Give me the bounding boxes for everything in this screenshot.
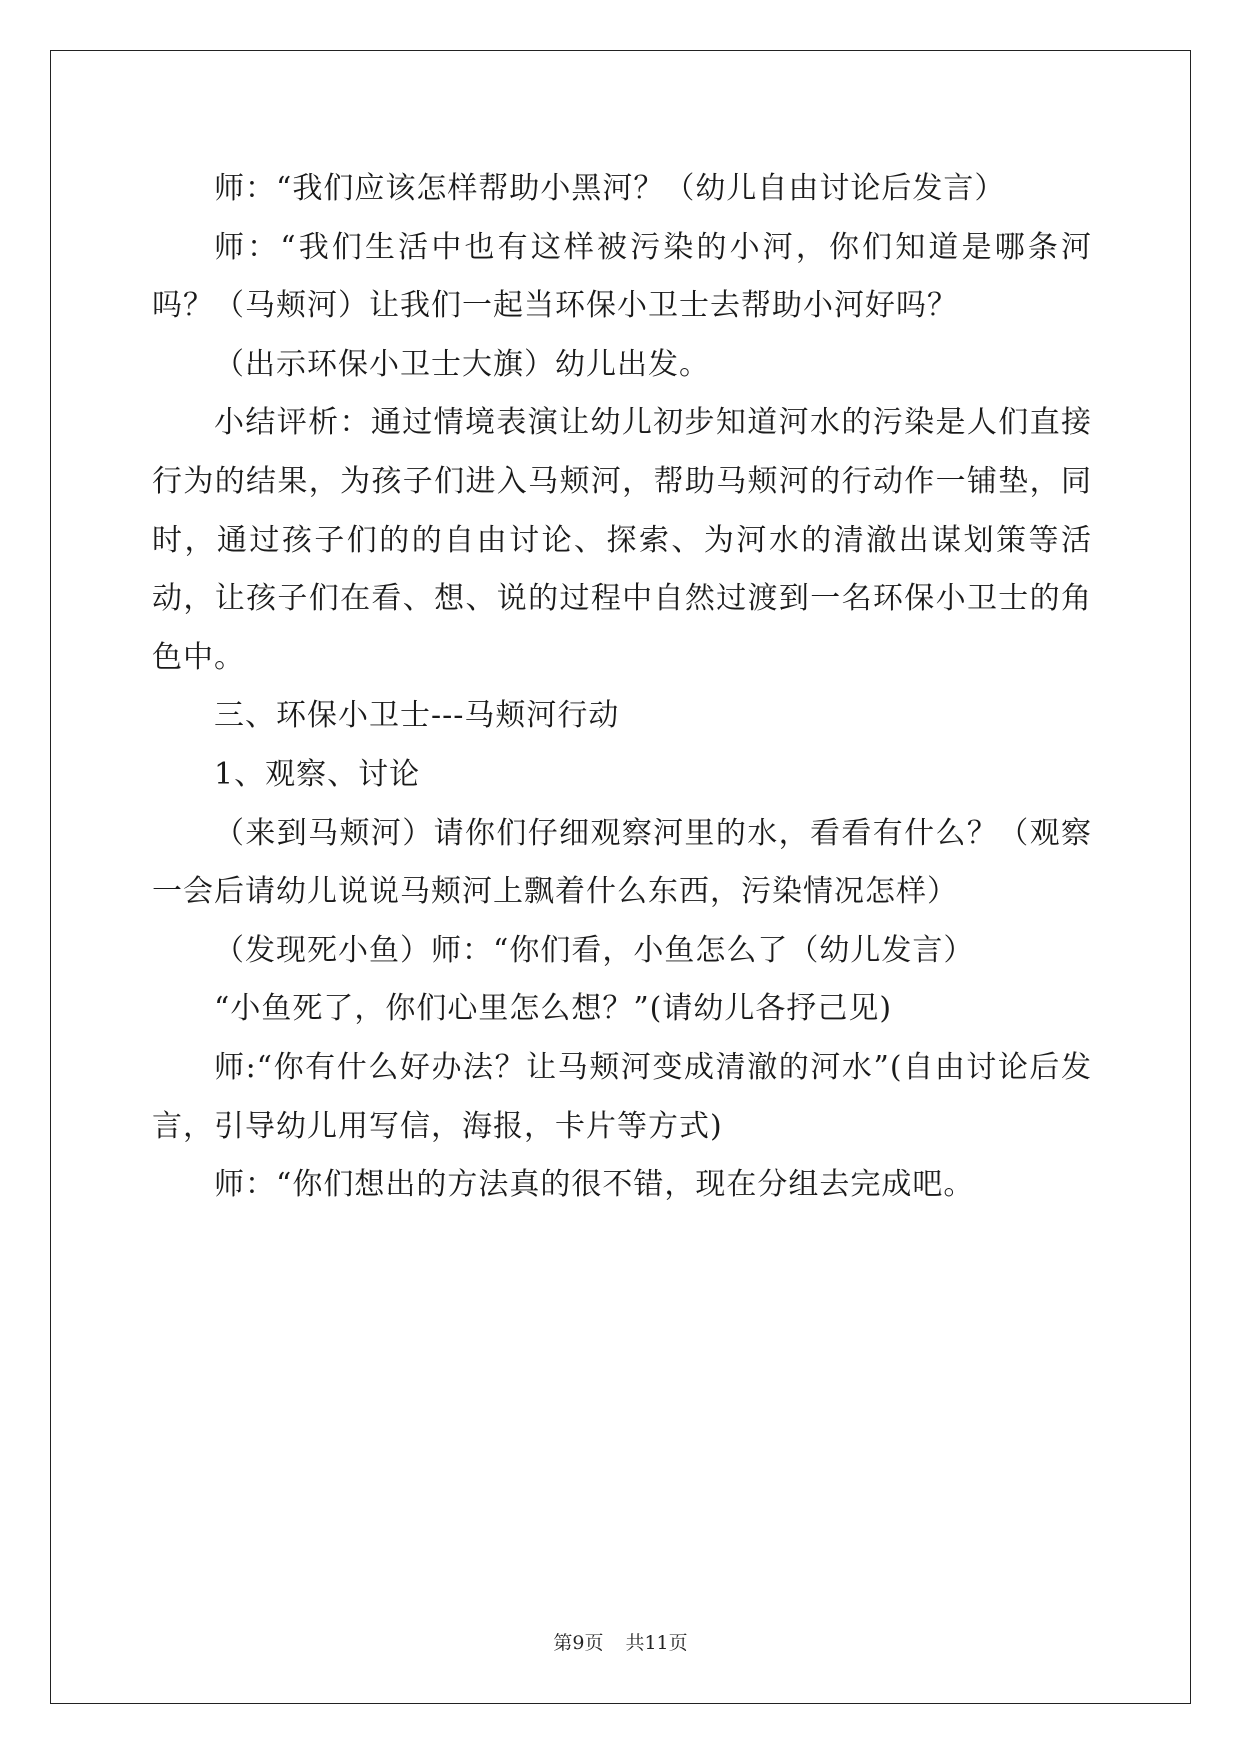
paragraph: 师:“你有什么好办法？让马颊河变成清澈的河水”(自由讨论后发言，引导幼儿用写信，海报，卡片等方式) <box>152 1049 1092 1144</box>
paragraph: 师：“你们想出的方法真的很不错，现在分组去完成吧。 <box>214 1167 975 1203</box>
section-heading: 三、环保小卫士---马颊河行动 <box>214 698 620 734</box>
paragraph: （出示环保小卫士大旗）幼儿出发。 <box>214 346 710 382</box>
page-footer <box>0 1628 1241 1655</box>
paragraph: （来到马颊河）请你们仔细观察河里的水，看看有什么？（观察一会后请幼儿说说马颊河上飘着什么东西，污染情况怎样） <box>152 815 1092 910</box>
document-body <box>152 160 1092 1215</box>
paragraph: “小鱼死了，你们心里怎么想？”(请幼儿各抒己见) <box>214 991 893 1027</box>
paragraph: （发现死小鱼）师：“你们看，小鱼怎么了（幼儿发言） <box>214 932 975 968</box>
subsection-heading: 1、观察、讨论 <box>214 756 421 792</box>
page-total: 共11页 <box>625 1632 688 1654</box>
paragraph: 小结评析：通过情境表演让幼儿初步知道河水的污染是人们直接行为的结果，为孩子们进入马颊河，帮助马颊河的行动作一铺垫，同时，通过孩子们的的自由讨论、探索、为河水的清澈出谋划策等活动，让孩子们在看、想、说的过程中自然过渡到一名环保小卫士的角色中。 <box>152 405 1092 675</box>
page-number: 第9页 <box>553 1632 604 1654</box>
paragraph: 师：“我们生活中也有这样被污染的小河，你们知道是哪条河吗？（马颊河）让我们一起当环保小卫士去帮助小河好吗？ <box>152 229 1092 324</box>
paragraph: 师：“我们应该怎样帮助小黑河？（幼儿自由讨论后发言） <box>214 171 1006 206</box>
